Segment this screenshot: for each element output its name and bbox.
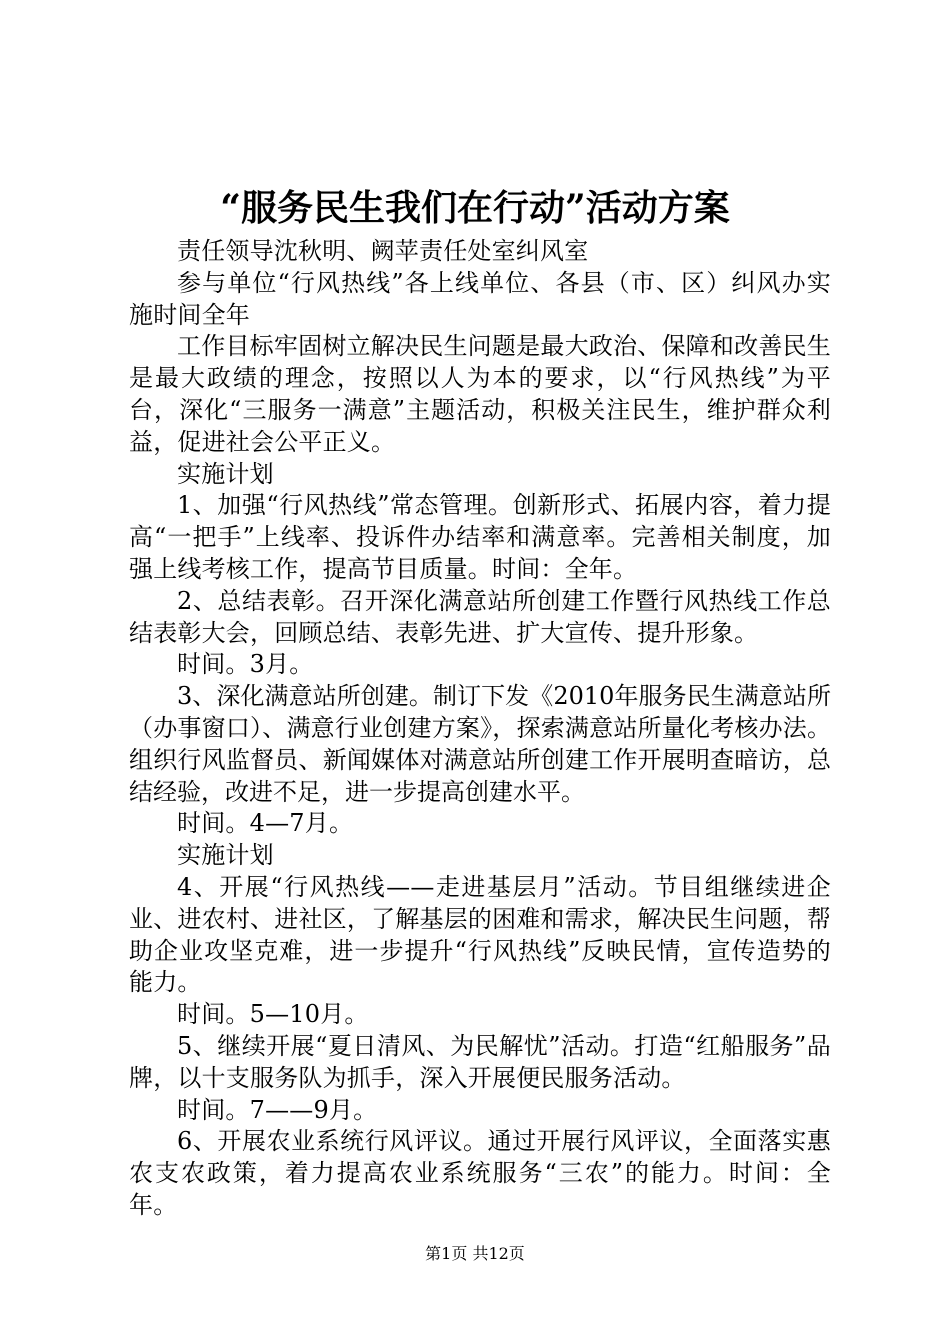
paragraph-item-6: 6、开展农业系统行风评议。通过开展行风评议，全面落实惠农支农政策，着力提高农业系统服务“三农”的能力。时间：全年。 — [129, 1127, 831, 1219]
paragraph-work-goal: 工作目标牢固树立解决民生问题是最大政治、保障和改善民生是最大政绩的理念，按照以人为本的要求，以“行风热线”为平台，深化“三服务一满意”主题活动，积极关注民生，维护群众利益，促进社会公平正义。 — [129, 332, 831, 456]
paragraph-item-2: 2、总结表彰。召开深化满意站所创建工作暨行风热线工作总结表彰大会，回顾总结、表彰先进、扩大宣传、提升形象。 — [129, 586, 831, 647]
paragraph-responsible-leader: 责任领导沈秋明、阙苹责任处室纠风室 — [177, 237, 589, 265]
document-title: “服务民生我们在行动”活动方案 — [220, 187, 730, 229]
paragraph-item-5: 5、继续开展“夏日清风、为民解忧”活动。打造“红船服务”品牌，以十支服务队为抓手，深入开展便民服务活动。 — [129, 1031, 831, 1092]
paragraph-item-3-time: 时间。4—7月。 — [177, 809, 354, 838]
paragraph-item-4-time: 时间。5—10月。 — [177, 1000, 369, 1029]
paragraph-item-3: 3、深化满意站所创建。制订下发《2010年服务民生满意站所（办事窗口）、满意行业创建方案》，探索满意站所量化考核办法。组织行风监督员、新闻媒体对满意站所创建工作开展明查暗访，总结经验，改进不足，进一步提高创建水平。 — [129, 682, 831, 806]
paragraph-implementation-plan-heading: 实施计划 — [177, 459, 274, 488]
paragraph-implementation-plan-heading-2: 实施计划 — [177, 841, 274, 870]
document-body — [129, 236, 831, 1222]
paragraph-participating-units: 参与单位“行风热线”各上线单位、各县（市、区）纠风办实施时间全年 — [129, 268, 831, 329]
paragraph-item-2-time: 时间。3月。 — [177, 650, 314, 679]
paragraph-item-4: 4、开展“行风热线——走进基层月”活动。节目组继续进企业、进农村、进社区，了解基层的困难和需求，解决民生问题，帮助企业攻坚克难，进一步提升“行风热线”反映民情，宣传造势的能力。 — [129, 872, 831, 997]
paragraph-item-5-time: 时间。7——9月。 — [177, 1095, 378, 1124]
page-number-footer: 第1页 共12页 — [425, 1244, 525, 1263]
paragraph-item-1: 1、加强“行风热线”常态管理。创新形式、拓展内容，着力提高“一把手”上线率、投诉件办结率和满意率。完善相关制度，加强上线考核工作，提高节目质量。时间：全年。 — [129, 491, 831, 583]
